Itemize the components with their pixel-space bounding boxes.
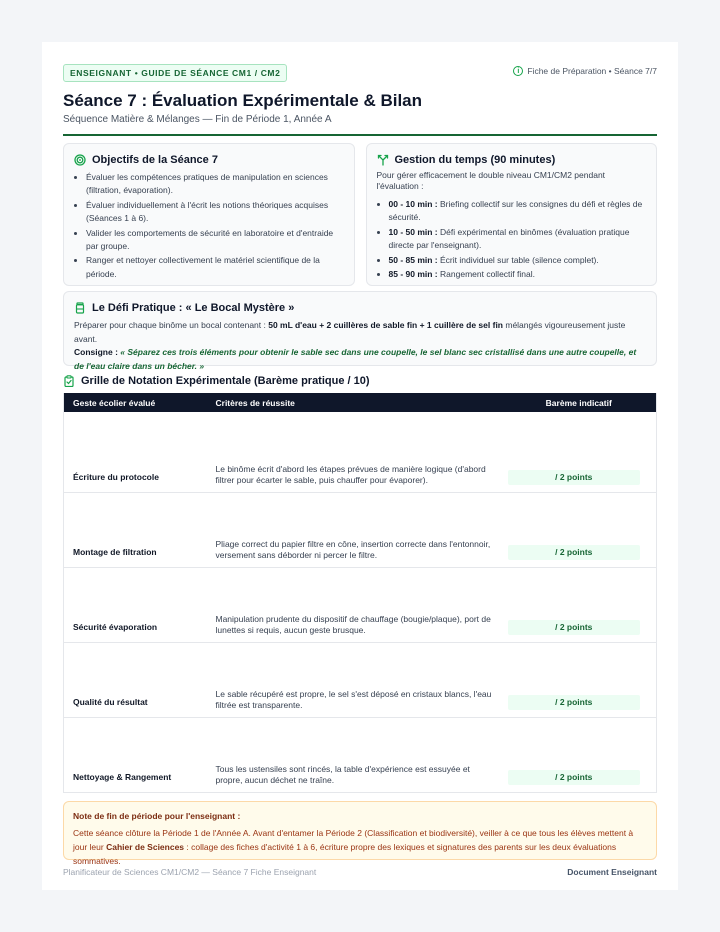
defi-title: Le Défi Pratique : « Le Bocal Mystère » bbox=[92, 302, 295, 314]
geste-cell: Qualité du résultat bbox=[64, 642, 207, 717]
document-page bbox=[42, 42, 678, 890]
grille-title: Grille de Notation Expérimentale (Barème pratique / 10) bbox=[81, 375, 370, 387]
page-title: Séance 7 : Évaluation Expérimentale & Bilan bbox=[63, 91, 423, 110]
geste-cell: Sécurité évaporation bbox=[64, 567, 207, 642]
objectifs-list bbox=[74, 171, 344, 281]
table-row bbox=[64, 642, 657, 717]
critere-cell: Le binôme écrit d'abord les étapes prévues de manière logique (d'abord filtrer pour écarter le sable, puis chauffer pour évaporer). bbox=[207, 412, 502, 492]
consigne-label: Consigne : bbox=[74, 347, 118, 357]
points-badge: / 2 points bbox=[508, 620, 641, 635]
note-text-part: : collage des fiches d'activité 1 à 6, écriture propre des lexiques et signatures des parents sur les deux évaluations sommatives. bbox=[73, 841, 617, 866]
temps-lead: Pour gérer efficacement le double niveau CM1/CM2 pendant l'évaluation : bbox=[376, 170, 606, 191]
time-description: Écrit individuel sur table (silence complet). bbox=[440, 254, 599, 265]
table-header-row bbox=[64, 393, 657, 412]
time-description: Briefing collectif sur les consignes du défi et règles de sécurité. bbox=[388, 199, 643, 223]
time-range: 85 - 90 min : bbox=[388, 269, 438, 280]
page-footer bbox=[63, 867, 657, 877]
page-subtitle: Séquence Matière & Mélanges — Fin de Période 1, Année A bbox=[63, 114, 332, 125]
grille-heading bbox=[63, 374, 657, 388]
points-badge: / 2 points bbox=[508, 470, 641, 485]
temps-card bbox=[366, 143, 658, 286]
temps-title: Gestion du temps (90 minutes) bbox=[394, 154, 556, 166]
bareme-cell bbox=[502, 642, 657, 717]
split-arrow-icon bbox=[377, 154, 389, 166]
geste-cell: Montage de filtration bbox=[64, 492, 207, 567]
objectifs-title: Objectifs de la Séance 7 bbox=[92, 154, 218, 166]
objectifs-card bbox=[63, 143, 355, 286]
time-range: 10 - 50 min : bbox=[388, 226, 438, 237]
defi-card bbox=[63, 291, 657, 371]
table-row bbox=[64, 717, 657, 792]
temps-heading bbox=[377, 153, 647, 167]
geste-cell: Écriture du protocole bbox=[64, 412, 207, 492]
bareme-cell bbox=[502, 717, 657, 792]
time-description: Défi expérimental en binômes (évaluation pratique directe par l'enseignant). bbox=[388, 226, 630, 251]
note-text bbox=[73, 826, 647, 868]
defi-recipe: 50 mL d'eau + 2 cuillères de sable fin + 1 cuillère de sel fin bbox=[268, 320, 503, 330]
bareme-cell bbox=[502, 492, 657, 567]
list-item bbox=[389, 226, 647, 253]
footer-left: Planificateur de Sciences CM1/CM2 — Séance 7 Fiche Enseignant bbox=[63, 866, 317, 877]
info-icon: i bbox=[513, 66, 523, 76]
grille-table bbox=[63, 393, 657, 793]
geste-cell: Nettoyage & Rangement bbox=[64, 717, 207, 792]
critere-cell: Le sable récupéré est propre, le sel s'est déposé en cristaux blancs, l'eau filtrée est transparente. bbox=[207, 642, 502, 717]
defi-rest: mélangés vigoureusement juste avant. bbox=[74, 320, 626, 344]
list-item: • Évaluer les compétences pratiques de manipulation en sciences (filtration, évaporation). bbox=[86, 171, 344, 198]
bareme-cell bbox=[502, 567, 657, 642]
header-geste: Geste écolier évalué bbox=[73, 397, 156, 408]
header-divider bbox=[63, 134, 657, 136]
time-description: Rangement collectif final. bbox=[440, 269, 535, 280]
list-item: • Ranger et nettoyer collectivement le matériel scientifique de la période. bbox=[86, 254, 344, 281]
time-range: 00 - 10 min : bbox=[388, 199, 438, 209]
table-row bbox=[64, 412, 657, 492]
header-criteres: Critères de réussite bbox=[215, 397, 295, 408]
footer-right: Document Enseignant bbox=[567, 866, 657, 877]
defi-heading bbox=[74, 301, 646, 315]
defi-intro: Préparer pour chaque binôme un bocal contenant : bbox=[74, 320, 269, 330]
target-icon bbox=[74, 154, 86, 166]
fiche-indicator bbox=[513, 64, 657, 76]
note-title: Note de fin de période pour l'enseignant : bbox=[73, 810, 241, 821]
time-range: 50 - 85 min : bbox=[388, 254, 438, 265]
list-item: • Valider les comportements de sécurité en laboratoire et d'entraide par groupe. bbox=[86, 227, 344, 254]
objectifs-heading bbox=[74, 153, 344, 167]
note-highlight: Cahier de Sciences bbox=[106, 841, 185, 852]
teacher-badge: ENSEIGNANT • GUIDE DE SÉANCE CM1 / CM2 bbox=[63, 64, 287, 82]
consigne-text: « Séparez ces trois éléments pour obtenir le sable sec dans une coupelle, le sel blanc sec cristallisé dans une autre coupelle, et de l'eau claire dans un bécher. » bbox=[74, 347, 637, 371]
list-item: • Évaluer individuellement à l'écrit les notions théoriques acquises (Séances 1 à 6). bbox=[86, 199, 344, 226]
table-row bbox=[64, 567, 657, 642]
bareme-cell bbox=[502, 412, 657, 492]
points-badge: / 2 points bbox=[508, 545, 641, 560]
points-badge: / 2 points bbox=[508, 695, 641, 710]
critere-cell: Manipulation prudente du dispositif de chauffage (bougie/plaque), port de lunettes si requis, aucun geste brusque. bbox=[207, 567, 502, 642]
jar-icon bbox=[74, 302, 86, 314]
defi-description bbox=[74, 319, 646, 373]
table-row bbox=[64, 492, 657, 567]
critere-cell: Tous les ustensiles sont rincés, la table d'expérience est essuyée et propre, aucun déchet ne traîne. bbox=[207, 717, 502, 792]
note-text-part: Cette séance clôture la Période 1 de l'Année A. Avant d'entamer la Période 2 (Classification et biodiversité), veiller à ce que tous les élèves mettent à jour leur bbox=[73, 827, 634, 852]
list-item bbox=[389, 268, 647, 281]
fiche-label: Fiche de Préparation • Séance 7/7 bbox=[527, 66, 657, 76]
list-item bbox=[389, 198, 647, 225]
temps-list bbox=[377, 198, 647, 281]
teacher-note bbox=[63, 801, 657, 866]
header-bareme: Barème indicatif bbox=[545, 397, 612, 408]
clipboard-check-icon bbox=[63, 375, 75, 387]
critere-cell: Pliage correct du papier filtre en cône, insertion correcte dans l'entonnoir, versement sans déborder ni percer le filtre. bbox=[207, 492, 502, 567]
header-top bbox=[63, 64, 657, 84]
list-item bbox=[389, 254, 647, 267]
points-badge: / 2 points bbox=[508, 770, 641, 785]
info-columns bbox=[63, 143, 657, 286]
